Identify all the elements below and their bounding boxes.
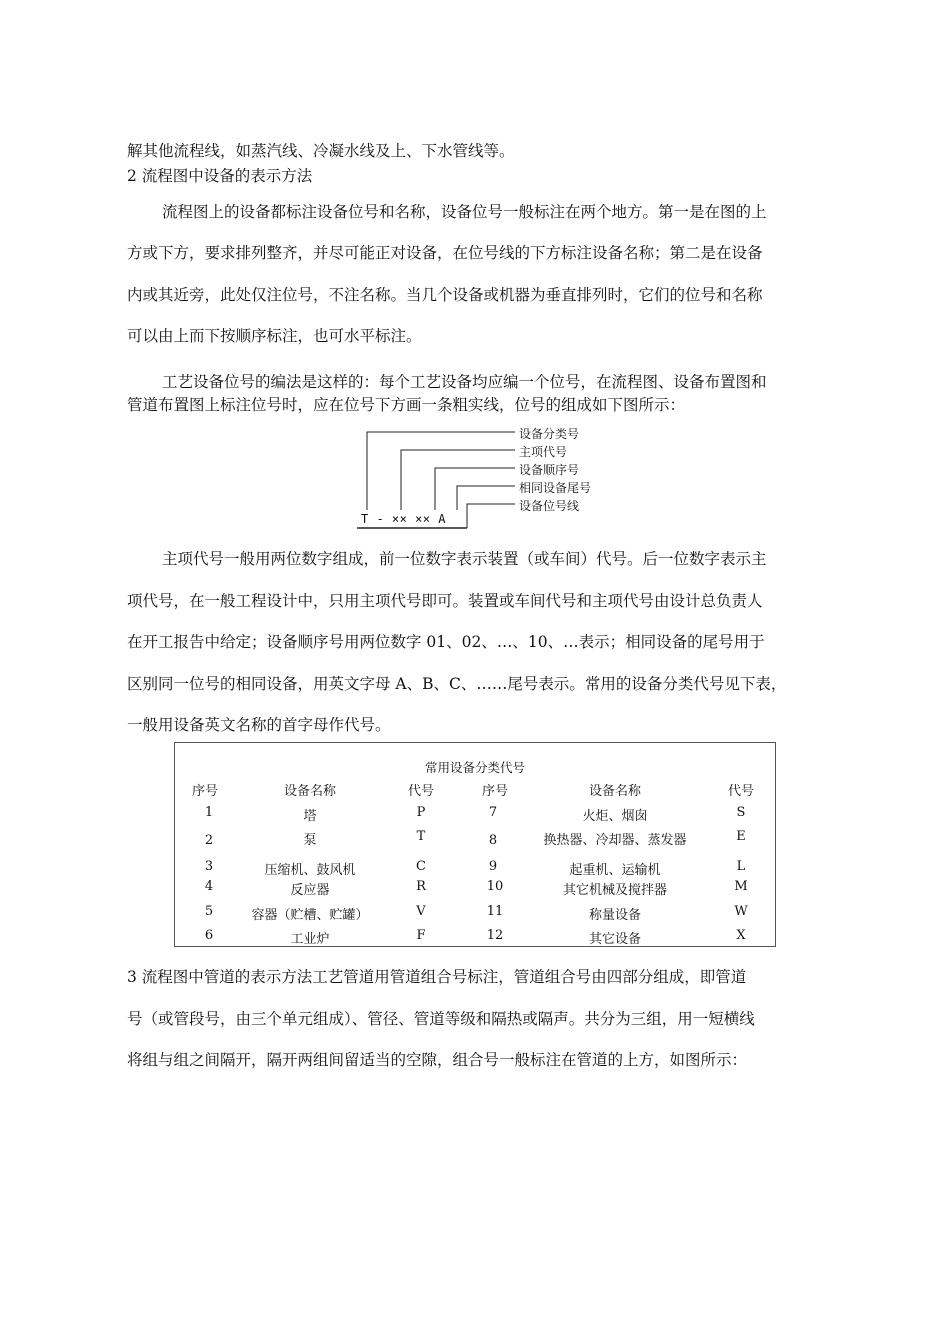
table-cell: 工业炉 — [290, 932, 330, 947]
table-cell: F — [416, 928, 426, 943]
table-cell: 6 — [204, 928, 214, 943]
leader-line-main — [401, 450, 515, 510]
table-cell: T — [416, 829, 426, 844]
diagram-label: 设备顺序号 — [519, 463, 580, 477]
table-header: 代号 — [407, 784, 435, 799]
paragraph-line: 项代号，在一般工程设计中，只用主项代号即可。装置或车间代号和主项代号由设计总负责人 — [127, 592, 763, 610]
paragraph-line: 在开工报告中给定；设备顺序号用两位数字 01、02、…、10、…表示；相同设备的尾号用于 — [127, 633, 765, 651]
paragraph-line: 主项代号一般用两位数字组成，前一位数字表示装置（或车间）代号。后一位数字表示主 — [162, 550, 767, 568]
table-cell: 1 — [204, 805, 214, 820]
paragraph-line: 内或其近旁，此处仅注位号，不注名称。当几个设备或机器为垂直排列时，它们的位号和名称 — [127, 286, 763, 304]
table-cell: 反应器 — [290, 883, 330, 898]
diagram-label: 主项代号 — [519, 445, 568, 459]
paragraph-line: 将组与组之间隔开，隔开两组间留适当的空隙，组合号一般标注在管道的上方，如图所示： — [127, 1051, 748, 1069]
table-title: 常用设备分类代号 — [424, 760, 525, 775]
tag-code: T - ×× ×× A — [361, 512, 446, 526]
leader-line-tagline — [467, 504, 515, 528]
table-cell: M — [734, 879, 748, 894]
paragraph-line: 可以由上而下按顺序标注，也可水平标注。 — [127, 327, 422, 345]
table-cell: 起重机、运输机 — [569, 863, 661, 878]
table-cell: E — [736, 829, 746, 844]
table-cell: 3 — [204, 859, 214, 874]
leader-line-class — [367, 432, 515, 510]
table-cell: 4 — [204, 879, 214, 894]
table-cell: W — [734, 904, 748, 919]
table-cell: P — [416, 805, 426, 820]
table-cell: 称量设备 — [588, 908, 642, 923]
table-cell: X — [736, 928, 746, 943]
paragraph-line: 方或下方，要求排列整齐，并尽可能正对设备，在位号线的下方标注设备名称；第二是在设备 — [127, 244, 763, 262]
table-cell: 8 — [488, 833, 498, 848]
table-cell: 其它机械及搅拌器 — [562, 883, 668, 898]
paragraph-line: 区别同一位号的相同设备，用英文字母 A、B、C、……尾号表示。常用的设备分类代号见下表， — [127, 675, 787, 693]
equipment-tag-diagram — [355, 424, 615, 534]
paragraph-line: 3 流程图中管道的表示方法工艺管道用管道组合号标注，管道组合号由四部分组成，即管道 — [127, 968, 747, 986]
table-cell: 11 — [486, 904, 504, 919]
table-header: 序号 — [191, 784, 219, 799]
paragraph-line: 号（或管段号，由三个单元组成）、管径、管道等级和隔热或隔声。共分为三组，用一短横线 — [127, 1010, 755, 1028]
table-cell: 7 — [488, 805, 498, 820]
table-header: 代号 — [727, 784, 755, 799]
table-cell: 换热器、冷却器、蒸发器 — [543, 833, 687, 848]
table-cell: V — [416, 904, 426, 919]
leader-line-suffix — [457, 486, 515, 510]
table-header: 序号 — [481, 784, 509, 799]
table-cell: 压缩机、鼓风机 — [264, 863, 356, 878]
diagram-label: 设备分类号 — [519, 427, 580, 441]
table-header: 设备名称 — [588, 784, 642, 799]
table-cell: 火炬、烟囱 — [582, 809, 648, 824]
diagram-label: 设备位号线 — [519, 499, 580, 513]
diagram-label: 相同设备尾号 — [519, 481, 592, 495]
table-cell: 2 — [204, 833, 214, 848]
table-cell: 其它设备 — [588, 932, 642, 947]
table-cell: S — [736, 805, 746, 820]
table-cell: C — [416, 859, 426, 874]
paragraph-line: 流程图上的设备都标注设备位号和名称，设备位号一般标注在两个地方。第一是在图的上 — [162, 203, 767, 221]
paragraph-line: 管道布置图上标注位号时，应在位号下方画一条粗实线，位号的组成如下图所示： — [127, 396, 686, 414]
table-cell: 塔 — [303, 809, 317, 824]
equipment-code-table — [174, 742, 776, 947]
table-cell: 5 — [204, 904, 214, 919]
table-cell: 容器（贮槽、贮罐） — [251, 908, 369, 923]
paragraph-line: 工艺设备位号的编法是这样的：每个工艺设备均应编一个位号，在流程图、设备布置图和 — [162, 373, 767, 391]
table-cell: 10 — [486, 879, 504, 894]
paragraph-line: 一般用设备英文名称的首字母作代号。 — [127, 716, 391, 734]
table-cell: 泵 — [303, 833, 317, 848]
table-header: 设备名称 — [283, 784, 337, 799]
table-cell: R — [416, 879, 426, 894]
paragraph-line: 解其他流程线，如蒸汽线、冷凝水线及上、下水管线等。 — [127, 142, 515, 160]
table-cell: 12 — [486, 928, 504, 943]
section-heading: 2 流程图中设备的表示方法 — [127, 167, 313, 185]
table-cell: 9 — [488, 859, 498, 874]
table-cell: L — [736, 859, 746, 874]
